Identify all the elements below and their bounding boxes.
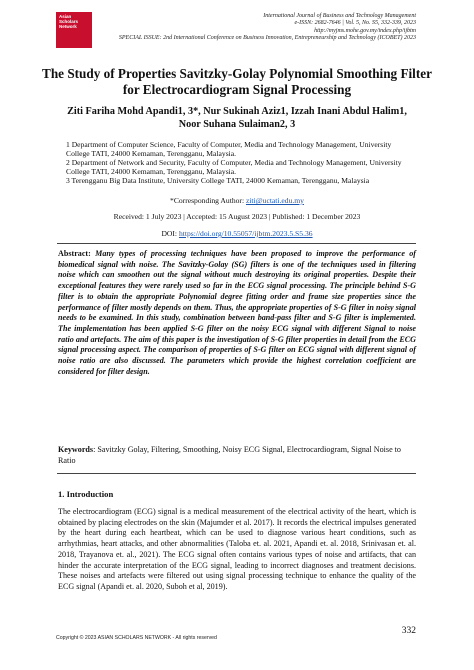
journal-url[interactable]: http://myjms.mohe.gov.my/index.php/ijbtm [314,27,416,34]
doi-link[interactable]: https://doi.org/10.55057/ijbtm.2023.5.S5.36 [178,229,313,238]
corresponding-author [40,196,434,205]
publication-dates: Received: 1 July 2023 | Accepted: 15 August 2023 | Published: 1 December 2023 [113,212,361,221]
corresponding-label: *Corresponding Author: [170,196,246,205]
authors-line-2: Noor Suhana Sulaiman2, 3 [178,118,296,130]
abstract [58,249,416,377]
journal-name: International Journal of Business and Technology Management [263,13,416,19]
section-heading: 1. Introduction [58,489,114,499]
journal-header [86,13,416,43]
doi [40,229,434,238]
corresponding-email-link[interactable]: ziti@uctati.edu.my [245,196,304,205]
abstract-label: Abstract: [58,249,91,258]
divider-bottom [57,473,416,474]
doi-label: DOI: [161,229,179,238]
affiliation-3: 3 Terengganu Big Data Institute, University College TATI, 24000 Kemaman, Terengganu, Malaysia [66,176,370,185]
copyright-notice: Copyright © 2023 ASIAN SCHOLARS NETWORK - All rights reserved [56,635,217,641]
keywords-text: : Savitzky Golay, Filtering, Smoothing, Noisy ECG Signal, Electrocardiogram, Signal Noise to Ratio [58,445,401,465]
logo-text-1: Asian [59,14,72,19]
section-body: The electrocardiogram (ECG) signal is a medical measurement of the electrical activity of the heart, which is obtained by placing electrodes on the skin (Majumder et al. 2017). It records the electrical impulses generated by the heart during each heartbeat, which can be used to diagnose various heart conditions, such as arrhythmias, heart attacks, and other abnormalities (Taloba et. al. 2021, Apandi et. al. 2018, Srinivasan et. al. 2018, Trayanova et. al., 2021). The ECG signal often contains various types of noise and artifacts, that can hinder the accurate interpretation of the ECG signal, leading to incorrect diagnoses and treatment decisions. These noises and artefacts were filtered out using signal processing technique to enhance the quality of the ECG signal (Apandi et. al. 2020, Suboh et al, 2019). [58,507,416,591]
paper-title: The Study of Properties Savitzky-Golay Polynomial Smoothing Filter for Electrocardiogram Signal Processing [42,66,432,97]
journal-issn: e-ISSN: 2682-7646 | Vol. 5, No. S5, 332-339, 2023 [294,20,416,27]
keywords [58,445,416,466]
logo-text-2: Scholars [59,19,79,24]
affiliations [66,140,414,185]
abstract-text: Many types of processing techniques have been proposed to improve the performance of biomedical signal with noise. The Savitzky-Golay (SG) filters is one of the techniques used in filtering noise which can smoothen out the signal without much destroying its original properties. Despite their exceptional features they were rarely used so far in the ECG signal processing. The principle behind S-G filter is to obtain the appropriate Polynomial degree fitting order and frame size properties since the performance of filter mostly depends on them. Thus, the appropriate properties of S-G filter in noisy signal needs to be examined. In this study, combination between band-pass filter and S-G filter is implemented. The implementation has been applied S-G filter on the noisy ECG signal with different Signal to noise ratio and artefacts. The aim of this paper is the investigation of S-G filter properties in detail from the ECG signal processing aspect. The comparison of properties of S-G filter on ECG signal with different signal of noise ratio are also discussed. The parameters which provide the highest correlation coefficient are considered for filter design. [58,249,416,376]
divider-top [57,243,416,244]
authors-line-1: Ziti Fariha Mohd Apandi1, 3*, Nur Sukinah Aziz1, Izzah Inani Abdul Halim1, [67,106,407,117]
special-issue: SPECIAL ISSUE: 2nd International Conference on Business Innovation, Entrepreneurship and Technology (ICOBET) 2023 [118,35,416,42]
affiliation-1: 1 Department of Computer Science, Faculty of Computer, Media and Technology Management, University College TATI, 24000 Kemaman, Terengganu, Malaysia. [66,140,392,158]
logo-text-3: Network [59,24,77,29]
affiliation-2: 2 Department of Network and Security, Faculty of Computer, Media and Technology Management, University College TATI, 24000 Kemaman, Terengganu, Malaysia. [66,158,402,176]
author-list [40,106,434,131]
page-number: 332 [401,626,416,636]
keywords-label: Keywords [58,445,94,454]
